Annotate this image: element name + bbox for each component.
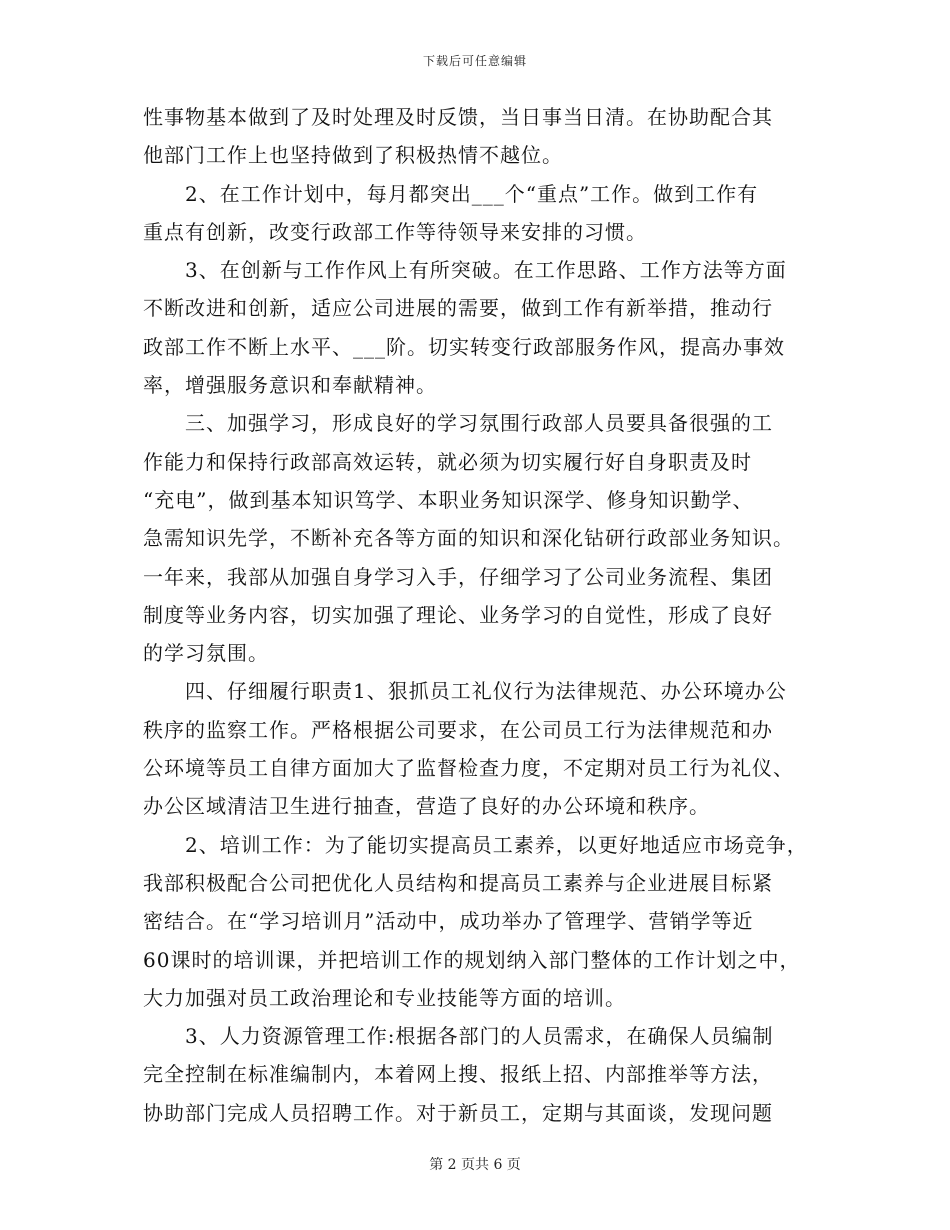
text-line: 政部工作不断上水平、___阶。切实转变行政部服务作风，提高办事效 xyxy=(143,334,785,359)
text-line: 四、仔细履行职责1、狠抓员工礼仪行为法律规范、办公环境办公 xyxy=(143,679,787,704)
text-line: 作能力和保持行政部高效运转，就必须为切实履行好自身职责及时 xyxy=(143,449,752,474)
text-line: 三、加强学习，形成良好的学习氛围行政部人员要具备很强的工 xyxy=(143,411,773,436)
text-line: 我部积极配合公司把优化人员结构和提高员工素养与企业进展目标紧 xyxy=(143,870,773,895)
text-line: 的学习氛围。 xyxy=(143,641,269,666)
text-line: 一年来，我部从加强自身学习入手，仔细学习了公司业务流程、集团 xyxy=(143,564,773,589)
text-line: 制度等业务内容，切实加强了理论、业务学习的自觉性，形成了良好 xyxy=(143,602,773,627)
text-line: 重点有创新，改变行政部工作等待领导来安排的习惯。 xyxy=(143,219,647,244)
text-line: 60课时的培训课，并把培训工作的规划纳入部门整体的工作计划之中， xyxy=(143,947,801,972)
text-line: “充电”，做到基本知识笃学、本职业务知识深学、修身知识勤学、 xyxy=(143,487,754,512)
text-line: 2、在工作计划中，每月都突出___个“重点”工作。做到工作有 xyxy=(143,181,759,206)
text-line: 秩序的监察工作。严格根据公司要求，在公司员工行为法律规范和办 xyxy=(143,717,773,742)
text-line: 协助部门完成人员招聘工作。对于新员工，定期与其面谈，发现问题 xyxy=(143,1100,773,1125)
text-line: 完全控制在标准编制内，本着网上搜、报纸上招、内部推举等方法， xyxy=(143,1062,773,1087)
page-header: 下载后可任意编辑 xyxy=(422,54,527,68)
text-line: 性事物基本做到了及时处理及时反馈，当日事当日清。在协助配合其 xyxy=(143,105,773,129)
text-line: 办公区域清洁卫生进行抽查，营造了良好的办公环境和秩序。 xyxy=(143,794,710,819)
text-line: 3、在创新与工作作风上有所突破。在工作思路、工作方法等方面 xyxy=(143,258,787,283)
text-line: 3、人力资源管理工作:根据各部门的人员需求，在确保人员编制 xyxy=(143,1024,774,1049)
text-line: 急需知识先学，不断补充各等方面的知识和深化钻研行政部业务知识。 xyxy=(143,526,794,551)
text-line: 公环境等员工自律方面加大了监督检查力度，不定期对员工行为礼仪、 xyxy=(143,756,794,781)
text-line: 大力加强对员工政治理论和专业技能等方面的培训。 xyxy=(143,985,626,1010)
document-body xyxy=(143,98,813,1132)
text-line: 密结合。在“学习培训月”活动中，成功举办了管理学、营销学等近 xyxy=(143,909,754,934)
text-line: 不断改进和创新，适应公司进展的需要，做到工作有新举措，推动行 xyxy=(143,296,773,321)
text-line: 他部门工作上也坚持做到了积极热情不越位。 xyxy=(143,143,563,168)
page-number: 第 2 页共 6 页 xyxy=(429,1157,521,1173)
text-line: 率，增强服务意识和奉献精神。 xyxy=(143,373,437,398)
text-line: 2、培训工作：为了能切实提高员工素养，以更好地适应市场竞争， xyxy=(143,832,808,857)
